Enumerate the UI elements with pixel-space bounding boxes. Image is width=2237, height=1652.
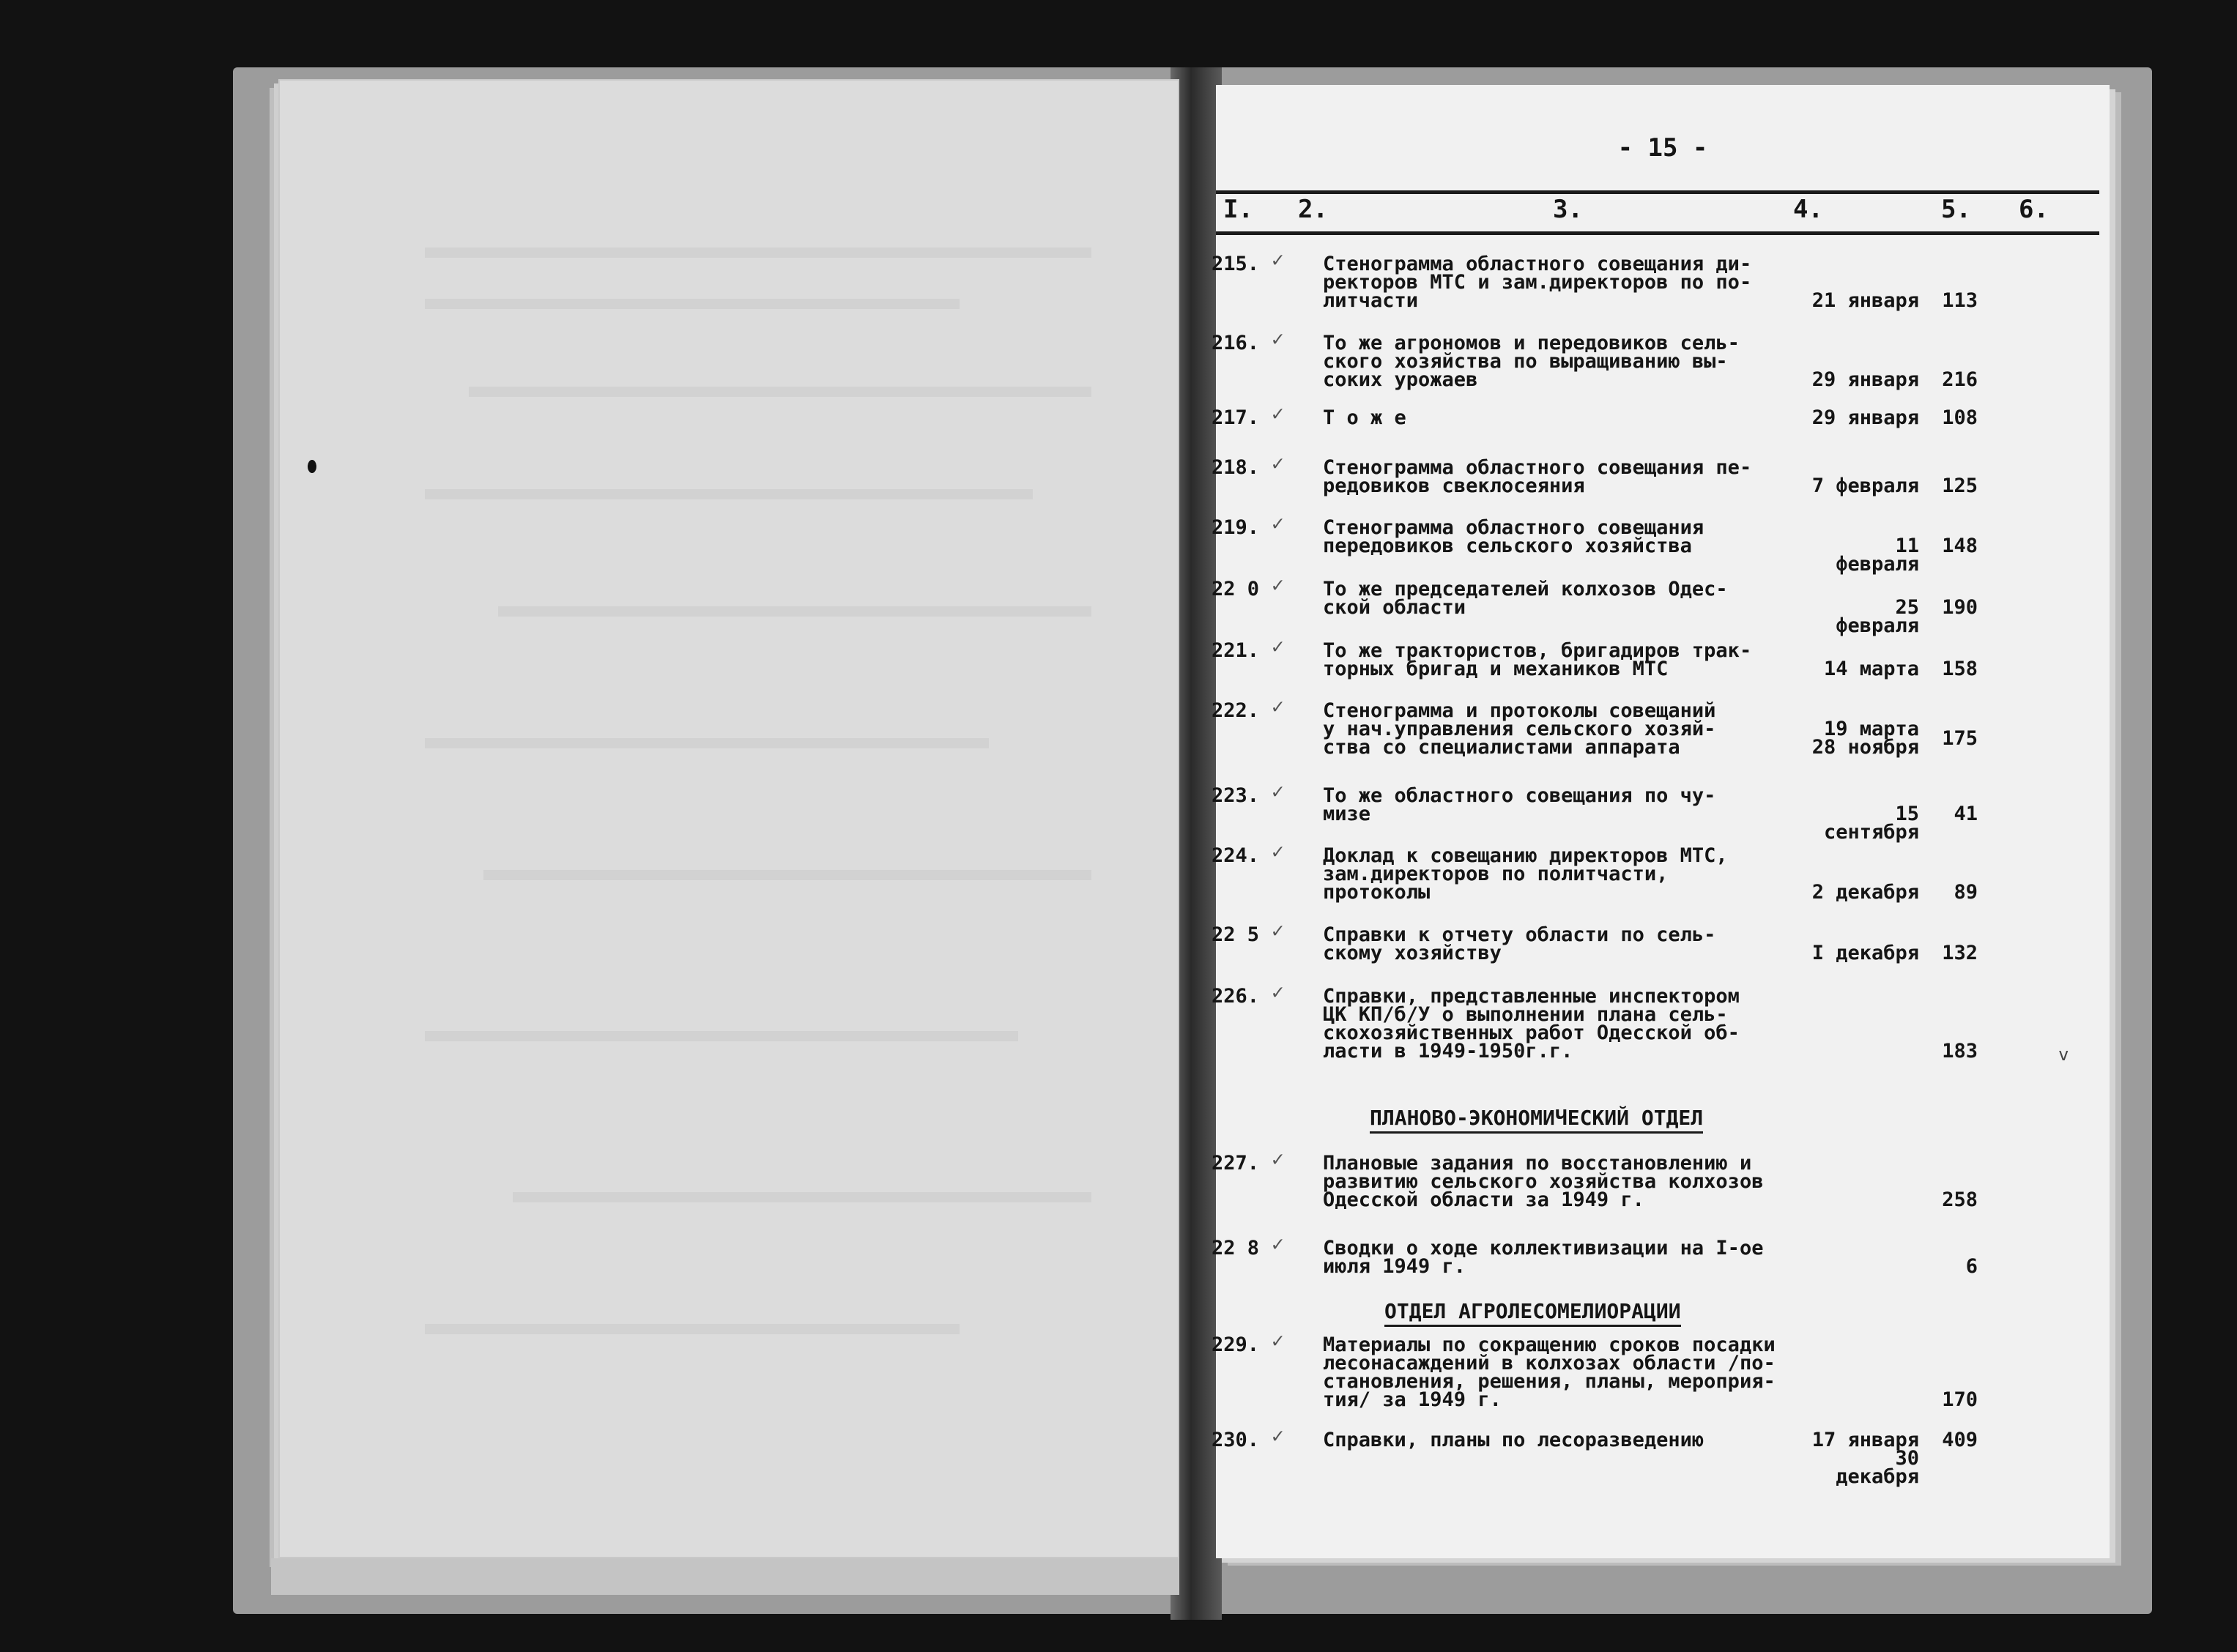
entry-sheet-count: 175 <box>1942 727 1978 750</box>
check-mark-icon: ✓ <box>1272 327 1284 351</box>
entry-date-line: 29 января <box>1811 406 1919 429</box>
entry-number: 22 0 <box>1212 578 1260 600</box>
entry-number: 223. <box>1212 784 1260 807</box>
entry-sheet-count: 183 <box>1942 1040 1978 1063</box>
entry-title-line: То же трактористов, бригадиров трак- <box>1323 639 1752 662</box>
right-page-inventory <box>1212 85 2110 1558</box>
bleed-through-line <box>425 738 989 748</box>
check-mark-icon: ✓ <box>1272 1147 1284 1171</box>
entry-sheet-count: 108 <box>1942 406 1978 429</box>
check-mark-icon: ✓ <box>1272 573 1284 597</box>
entry-title <box>1323 641 1806 678</box>
entry-title-line: лесонасаждений в колхозах области /по- <box>1323 1352 1776 1374</box>
entry-number: 227. <box>1212 1152 1260 1175</box>
entry-title-line: ской области <box>1323 596 1466 619</box>
check-mark-icon: ✓ <box>1272 634 1284 658</box>
page-number: - 15 - <box>1617 133 1708 163</box>
entry-date-line: 30 декабря <box>1836 1447 1919 1488</box>
entry-title <box>1323 1333 1806 1411</box>
entry-title-line: литчасти <box>1323 289 1419 312</box>
entry-date <box>1802 368 1919 391</box>
entry-title-line: у нач.управления сельского хозяй- <box>1323 718 1716 740</box>
entry-title-line: ства со специалистами аппарата <box>1323 736 1680 759</box>
bleed-through-line <box>425 1031 1018 1041</box>
entry-date <box>1802 660 1919 678</box>
entry-title <box>1323 1431 1806 1449</box>
check-mark-icon: ✓ <box>1272 401 1284 425</box>
check-mark-icon: ✓ <box>1272 1232 1284 1256</box>
entry-date <box>1802 803 1919 844</box>
entry-date <box>1802 291 1919 310</box>
check-mark-icon: ✓ <box>1272 1424 1284 1448</box>
column-header-4: 4. <box>1793 195 1823 224</box>
entry-title-line: То же председателей колхозов Одес- <box>1323 578 1728 600</box>
entry-title-line: То же областного совещания по чу- <box>1323 784 1716 807</box>
check-mark-icon: ✓ <box>1272 839 1284 863</box>
section-heading-agroforestry: ОТДЕЛ АГРОЛЕСОМЕЛИОРАЦИИ <box>1384 1299 1681 1327</box>
check-mark-icon: ✓ <box>1272 779 1284 803</box>
entry-title <box>1323 786 1806 823</box>
entry-number: 229. <box>1212 1333 1260 1356</box>
entry-date <box>1802 1431 1919 1486</box>
check-mark-icon: ✓ <box>1272 1328 1284 1353</box>
bleed-through-line <box>425 489 1033 499</box>
entry-sheet-count: 132 <box>1942 942 1978 964</box>
entry-title-line: развитию сельского хозяйства колхозов <box>1323 1170 1764 1193</box>
bleed-through-line <box>425 1324 960 1334</box>
entry-title-line: ректоров МТС и зам.директоров по по- <box>1323 271 1752 294</box>
stray-mark: v <box>2058 1044 2069 1065</box>
bleed-through-line <box>498 606 1091 617</box>
entry-title-line: тия/ за 1949 г. <box>1323 1388 1502 1411</box>
header-rule-bottom <box>1216 231 2099 235</box>
entry-title-line: Справки, планы по лесоразведению <box>1323 1429 1704 1451</box>
check-mark-icon: ✓ <box>1272 694 1284 718</box>
entry-date-line: 11 февраля <box>1836 535 1919 576</box>
entry-date-line: 29 января <box>1811 368 1919 391</box>
entry-number: 222. <box>1212 699 1260 722</box>
entry-sheet-count: 158 <box>1942 658 1978 680</box>
entry-sheet-count: 190 <box>1942 596 1978 619</box>
entry-sheet-count: 258 <box>1942 1188 1978 1211</box>
entry-sheet-count: 89 <box>1954 881 1978 904</box>
entry-sheet-count: 409 <box>1942 1429 1978 1451</box>
entry-title-line: Стенограмма областного совещания пе- <box>1323 456 1752 479</box>
entry-number: 217. <box>1212 406 1260 429</box>
entry-number: 22 5 <box>1212 923 1260 946</box>
entry-date-line: 7 февраля <box>1811 475 1919 497</box>
entry-date-line: 21 января <box>1811 289 1919 312</box>
entry-sheet-count: 148 <box>1942 535 1978 557</box>
entry-title-line: торных бригад и механиков МТС <box>1323 658 1669 680</box>
entry-title <box>1323 255 1806 310</box>
entry-date-line: 19 марта <box>1823 718 1919 740</box>
check-mark-icon: ✓ <box>1272 511 1284 535</box>
entry-date-line: 17 января <box>1811 1429 1919 1451</box>
entry-number: 215. <box>1212 253 1260 275</box>
entry-date-line: 2 декабря <box>1811 881 1919 904</box>
entry-date-line: I декабря <box>1811 942 1919 964</box>
entry-title-line: Справки, представленные инспектором <box>1323 985 1740 1008</box>
entry-number: 224. <box>1212 844 1260 867</box>
check-mark-icon: ✓ <box>1272 248 1284 272</box>
entry-title <box>1323 518 1806 555</box>
entry-title-line: Т о ж е <box>1323 406 1406 429</box>
entry-title-line: То же агрономов и передовиков сель- <box>1323 332 1740 354</box>
entry-title <box>1323 985 1806 1063</box>
entry-number: 226. <box>1212 985 1260 1008</box>
page-stack-edge <box>271 1558 1179 1595</box>
entry-title <box>1323 699 1806 759</box>
column-header-6: 6. <box>2019 195 2049 224</box>
entry-title-line: Материалы по сокращению сроков посадки <box>1323 1333 1776 1356</box>
section-heading-planning: ПЛАНОВО-ЭКОНОМИЧЕСКИЙ ОТДЕЛ <box>1370 1106 1703 1134</box>
entry-sheet-count: 41 <box>1954 803 1978 825</box>
column-header-3: 3. <box>1553 195 1583 224</box>
entry-title-line: соких урожаев <box>1323 368 1478 391</box>
column-header-1: I. <box>1223 195 1253 224</box>
entry-date-line: 14 марта <box>1823 658 1919 680</box>
entry-title-line: мизе <box>1323 803 1371 825</box>
entry-title-line: редовиков свеклосеяния <box>1323 475 1585 497</box>
entry-number: 216. <box>1212 332 1260 354</box>
entry-number: 218. <box>1212 456 1260 479</box>
entry-sheet-count: 216 <box>1942 368 1978 391</box>
column-header-5: 5. <box>1941 195 1971 224</box>
check-mark-icon: ✓ <box>1272 980 1284 1004</box>
entry-title-line: Сводки о ходе коллективизации на I-ое <box>1323 1237 1764 1260</box>
entry-title-line: становления, решения, планы, мероприя- <box>1323 1370 1776 1393</box>
entry-title <box>1323 334 1806 389</box>
entry-date <box>1802 944 1919 962</box>
entry-number: 22 8 <box>1212 1237 1260 1260</box>
left-page-blank <box>278 79 1179 1558</box>
entry-title-line: Плановые задания по восстановлению и <box>1323 1152 1752 1175</box>
entry-sheet-count: 125 <box>1942 475 1978 497</box>
entry-title <box>1323 406 1806 429</box>
entry-date-line: 28 ноября <box>1811 736 1919 759</box>
entry-title <box>1323 458 1806 495</box>
check-mark-icon: ✓ <box>1272 918 1284 942</box>
entry-title-line: Справки к отчету области по сель- <box>1323 923 1716 946</box>
entry-title-line: Стенограмма и протоколы совещаний <box>1323 699 1716 722</box>
bleed-through-line <box>425 248 1091 258</box>
entry-title-line: скохозяйственных работ Одесской об- <box>1323 1022 1740 1044</box>
entry-title-line: скому хозяйству <box>1323 942 1502 964</box>
entry-number: 221. <box>1212 639 1260 662</box>
check-mark-icon: ✓ <box>1272 451 1284 475</box>
entry-title-line: Стенограмма областного совещания ди- <box>1323 253 1752 275</box>
entry-date <box>1802 598 1919 635</box>
entry-date <box>1802 881 1919 904</box>
entry-title <box>1323 1154 1806 1209</box>
entry-title <box>1323 580 1806 617</box>
entry-title <box>1323 1239 1806 1276</box>
header-rule-top <box>1216 190 2099 194</box>
bleed-through-line <box>483 870 1091 880</box>
entry-title-line: протоколы <box>1323 881 1431 904</box>
entry-date <box>1802 477 1919 495</box>
entry-date <box>1802 718 1919 759</box>
entry-number: 219. <box>1212 516 1260 539</box>
entry-title-line: ского хозяйства по выращиванию вы- <box>1323 350 1728 373</box>
entry-number: 230. <box>1212 1429 1260 1451</box>
entry-sheet-count: 113 <box>1942 289 1978 312</box>
bleed-through-line <box>425 299 960 309</box>
column-header-2: 2. <box>1298 195 1328 224</box>
entry-title-line: ласти в 1949-1950г.г. <box>1323 1040 1573 1063</box>
entry-date <box>1802 535 1919 576</box>
binding-hole <box>308 460 316 473</box>
entry-title-line: передовиков сельского хозяйства <box>1323 535 1692 557</box>
entry-title <box>1323 923 1806 964</box>
entry-date-line: 15 сентября <box>1823 803 1919 844</box>
entry-title-line: Одесской области за 1949 г. <box>1323 1188 1644 1211</box>
entry-date-line: 25 февраля <box>1836 596 1919 637</box>
entry-sheet-count: 170 <box>1942 1388 1978 1411</box>
entry-date <box>1802 406 1919 429</box>
entry-title-line: Стенограмма областного совещания <box>1323 516 1704 539</box>
bleed-through-line <box>513 1192 1091 1202</box>
entry-title <box>1323 844 1806 904</box>
bleed-through-line <box>469 387 1091 397</box>
entry-title-line: зам.директоров по политчасти, <box>1323 863 1669 885</box>
entry-title-line: ЦК КП/б/У о выполнении плана сель- <box>1323 1003 1728 1026</box>
entry-sheet-count: 6 <box>1965 1255 1978 1278</box>
entry-title-line: Доклад к совещанию директоров МТС, <box>1323 844 1728 867</box>
entry-title-line: июля 1949 г. <box>1323 1255 1466 1278</box>
